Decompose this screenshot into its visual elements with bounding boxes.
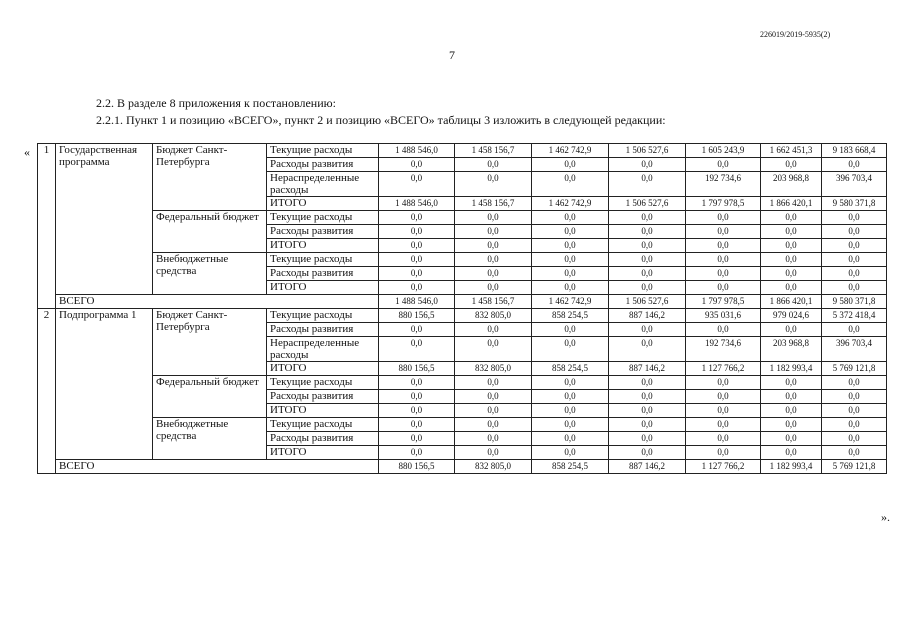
expense-type-cell: ИТОГО xyxy=(267,281,379,295)
value-cell: 0,0 xyxy=(822,253,887,267)
value-cell: 0,0 xyxy=(455,376,532,390)
value-cell: 0,0 xyxy=(686,281,761,295)
value-cell: 0,0 xyxy=(609,446,686,460)
value-cell: 0,0 xyxy=(379,239,455,253)
expense-type-cell: Расходы развития xyxy=(267,267,379,281)
value-cell: 0,0 xyxy=(686,446,761,460)
value-cell: 0,0 xyxy=(379,446,455,460)
expense-type-cell: Текущие расходы xyxy=(267,309,379,323)
value-cell: 0,0 xyxy=(761,158,822,172)
value-cell: 887 146,2 xyxy=(609,362,686,376)
value-cell: 0,0 xyxy=(455,172,532,197)
value-cell: 0,0 xyxy=(379,158,455,172)
total-value-cell: 1 182 993,4 xyxy=(761,460,822,474)
value-cell: 0,0 xyxy=(822,211,887,225)
total-row xyxy=(38,295,887,309)
expense-type-cell: Текущие расходы xyxy=(267,211,379,225)
value-cell: 887 146,2 xyxy=(609,309,686,323)
value-cell: 0,0 xyxy=(532,446,609,460)
total-value-cell: 1 458 156,7 xyxy=(455,295,532,309)
value-cell: 0,0 xyxy=(761,418,822,432)
value-cell: 0,0 xyxy=(822,404,887,418)
value-cell: 1 662 451,3 xyxy=(761,144,822,158)
total-value-cell: 1 462 742,9 xyxy=(532,295,609,309)
expense-type-cell: ИТОГО xyxy=(267,197,379,211)
expense-type-cell: Текущие расходы xyxy=(267,253,379,267)
value-cell: 0,0 xyxy=(686,225,761,239)
value-cell: 0,0 xyxy=(532,432,609,446)
value-cell: 0,0 xyxy=(379,432,455,446)
value-cell: 0,0 xyxy=(686,404,761,418)
total-row xyxy=(38,460,887,474)
expense-type-cell: ИТОГО xyxy=(267,362,379,376)
value-cell: 1 797 978,5 xyxy=(686,197,761,211)
value-cell: 1 458 156,7 xyxy=(455,197,532,211)
value-cell: 0,0 xyxy=(532,267,609,281)
value-cell: 0,0 xyxy=(609,323,686,337)
value-cell: 0,0 xyxy=(761,376,822,390)
value-cell: 0,0 xyxy=(761,253,822,267)
value-cell: 0,0 xyxy=(532,337,609,362)
value-cell: 0,0 xyxy=(686,211,761,225)
value-cell: 0,0 xyxy=(686,323,761,337)
value-cell: 0,0 xyxy=(379,404,455,418)
value-cell: 0,0 xyxy=(532,281,609,295)
value-cell: 203 968,8 xyxy=(761,172,822,197)
value-cell: 203 968,8 xyxy=(761,337,822,362)
value-cell: 0,0 xyxy=(686,267,761,281)
value-cell: 1 127 766,2 xyxy=(686,362,761,376)
budget-table-body xyxy=(38,144,887,474)
expense-type-cell: Текущие расходы xyxy=(267,376,379,390)
table-row xyxy=(38,253,887,267)
total-value-cell: 9 580 371,8 xyxy=(822,295,887,309)
value-cell: 0,0 xyxy=(379,225,455,239)
value-cell: 0,0 xyxy=(609,432,686,446)
total-value-cell: 858 254,5 xyxy=(532,460,609,474)
value-cell: 0,0 xyxy=(455,337,532,362)
funding-source-cell: Федеральный бюджет xyxy=(153,376,267,418)
value-cell: 0,0 xyxy=(822,432,887,446)
value-cell: 0,0 xyxy=(822,390,887,404)
value-cell: 0,0 xyxy=(532,253,609,267)
value-cell: 0,0 xyxy=(455,404,532,418)
total-value-cell: 1 506 527,6 xyxy=(609,295,686,309)
value-cell: 0,0 xyxy=(761,323,822,337)
value-cell: 0,0 xyxy=(532,239,609,253)
value-cell: 0,0 xyxy=(455,211,532,225)
opening-quote: « xyxy=(24,145,30,159)
budget-table xyxy=(37,143,887,474)
value-cell: 0,0 xyxy=(532,211,609,225)
value-cell: 0,0 xyxy=(822,446,887,460)
value-cell: 0,0 xyxy=(822,158,887,172)
value-cell: 0,0 xyxy=(455,323,532,337)
program-name-cell: Подпрограмма 1 xyxy=(56,309,153,460)
page-number: 7 xyxy=(449,48,455,62)
value-cell: 396 703,4 xyxy=(822,337,887,362)
value-cell: 0,0 xyxy=(532,323,609,337)
expense-type-cell: Расходы развития xyxy=(267,158,379,172)
value-cell: 0,0 xyxy=(686,432,761,446)
total-label-cell: ВСЕГО xyxy=(56,460,379,474)
value-cell: 0,0 xyxy=(455,418,532,432)
funding-source-cell: Внебюджетные средства xyxy=(153,253,267,295)
value-cell: 5 372 418,4 xyxy=(822,309,887,323)
value-cell: 0,0 xyxy=(379,337,455,362)
value-cell: 832 805,0 xyxy=(455,309,532,323)
value-cell: 0,0 xyxy=(609,225,686,239)
value-cell: 0,0 xyxy=(822,323,887,337)
value-cell: 0,0 xyxy=(822,267,887,281)
expense-type-cell: ИТОГО xyxy=(267,404,379,418)
table-row xyxy=(38,418,887,432)
expense-type-cell: Расходы развития xyxy=(267,432,379,446)
total-value-cell: 1 488 546,0 xyxy=(379,295,455,309)
total-label-cell: ВСЕГО xyxy=(56,295,379,309)
expense-type-cell: ИТОГО xyxy=(267,239,379,253)
value-cell: 0,0 xyxy=(761,239,822,253)
value-cell: 0,0 xyxy=(686,158,761,172)
funding-source-cell: Внебюджетные средства xyxy=(153,418,267,460)
total-value-cell: 1 127 766,2 xyxy=(686,460,761,474)
value-cell: 1 182 993,4 xyxy=(761,362,822,376)
value-cell: 0,0 xyxy=(686,253,761,267)
value-cell: 0,0 xyxy=(532,390,609,404)
value-cell: 0,0 xyxy=(609,172,686,197)
value-cell: 0,0 xyxy=(822,225,887,239)
table-row xyxy=(38,309,887,323)
program-name-cell: Государственная программа xyxy=(56,144,153,295)
value-cell: 0,0 xyxy=(822,376,887,390)
value-cell: 0,0 xyxy=(822,418,887,432)
value-cell: 979 024,6 xyxy=(761,309,822,323)
total-value-cell: 1 797 978,5 xyxy=(686,295,761,309)
value-cell: 5 769 121,8 xyxy=(822,362,887,376)
value-cell: 0,0 xyxy=(761,446,822,460)
value-cell: 0,0 xyxy=(761,432,822,446)
value-cell: 0,0 xyxy=(455,267,532,281)
value-cell: 0,0 xyxy=(379,418,455,432)
total-value-cell: 5 769 121,8 xyxy=(822,460,887,474)
value-cell: 0,0 xyxy=(609,390,686,404)
value-cell: 0,0 xyxy=(609,267,686,281)
expense-type-cell: Текущие расходы xyxy=(267,144,379,158)
value-cell: 0,0 xyxy=(379,267,455,281)
value-cell: 0,0 xyxy=(532,376,609,390)
total-value-cell: 1 866 420,1 xyxy=(761,295,822,309)
value-cell: 1 488 546,0 xyxy=(379,144,455,158)
value-cell: 9 580 371,8 xyxy=(822,197,887,211)
value-cell: 0,0 xyxy=(761,281,822,295)
value-cell: 935 031,6 xyxy=(686,309,761,323)
value-cell: 0,0 xyxy=(609,253,686,267)
row-number-cell: 2 xyxy=(38,309,56,474)
row-number-cell: 1 xyxy=(38,144,56,309)
value-cell: 0,0 xyxy=(532,172,609,197)
value-cell: 1 506 527,6 xyxy=(609,197,686,211)
value-cell: 0,0 xyxy=(686,390,761,404)
value-cell: 880 156,5 xyxy=(379,309,455,323)
value-cell: 0,0 xyxy=(761,267,822,281)
value-cell: 0,0 xyxy=(761,211,822,225)
value-cell: 0,0 xyxy=(822,281,887,295)
value-cell: 1 462 742,9 xyxy=(532,144,609,158)
value-cell: 0,0 xyxy=(455,390,532,404)
value-cell: 1 605 243,9 xyxy=(686,144,761,158)
value-cell: 0,0 xyxy=(609,211,686,225)
value-cell: 0,0 xyxy=(455,432,532,446)
value-cell: 0,0 xyxy=(761,225,822,239)
value-cell: 1 488 546,0 xyxy=(379,197,455,211)
table-row xyxy=(38,211,887,225)
value-cell: 832 805,0 xyxy=(455,362,532,376)
value-cell: 0,0 xyxy=(455,446,532,460)
value-cell: 0,0 xyxy=(609,404,686,418)
value-cell: 396 703,4 xyxy=(822,172,887,197)
document-number: 226019/2019-5935(2) xyxy=(760,30,831,39)
value-cell: 1 458 156,7 xyxy=(455,144,532,158)
value-cell: 0,0 xyxy=(686,418,761,432)
value-cell: 1 506 527,6 xyxy=(609,144,686,158)
expense-type-cell: Текущие расходы xyxy=(267,418,379,432)
value-cell: 192 734,6 xyxy=(686,337,761,362)
value-cell: 0,0 xyxy=(379,323,455,337)
table-row xyxy=(38,376,887,390)
funding-source-cell: Бюджет Санкт-Петербурга xyxy=(153,309,267,376)
value-cell: 0,0 xyxy=(686,239,761,253)
value-cell: 0,0 xyxy=(609,158,686,172)
expense-type-cell: ИТОГО xyxy=(267,446,379,460)
value-cell: 858 254,5 xyxy=(532,309,609,323)
value-cell: 0,0 xyxy=(379,172,455,197)
value-cell: 0,0 xyxy=(609,281,686,295)
closing-quote: ». xyxy=(881,510,890,524)
value-cell: 0,0 xyxy=(761,404,822,418)
value-cell: 0,0 xyxy=(822,239,887,253)
value-cell: 9 183 668,4 xyxy=(822,144,887,158)
value-cell: 0,0 xyxy=(455,281,532,295)
value-cell: 0,0 xyxy=(609,418,686,432)
value-cell: 0,0 xyxy=(455,239,532,253)
value-cell: 1 462 742,9 xyxy=(532,197,609,211)
value-cell: 1 866 420,1 xyxy=(761,197,822,211)
value-cell: 0,0 xyxy=(379,390,455,404)
expense-type-cell: Нераспределенные расходы xyxy=(267,172,379,197)
value-cell: 0,0 xyxy=(761,390,822,404)
value-cell: 0,0 xyxy=(609,337,686,362)
value-cell: 0,0 xyxy=(455,225,532,239)
value-cell: 0,0 xyxy=(686,376,761,390)
total-value-cell: 880 156,5 xyxy=(379,460,455,474)
table-row xyxy=(38,144,887,158)
value-cell: 0,0 xyxy=(379,281,455,295)
funding-source-cell: Федеральный бюджет xyxy=(153,211,267,253)
value-cell: 0,0 xyxy=(455,158,532,172)
expense-type-cell: Расходы развития xyxy=(267,225,379,239)
value-cell: 0,0 xyxy=(532,404,609,418)
total-value-cell: 832 805,0 xyxy=(455,460,532,474)
value-cell: 858 254,5 xyxy=(532,362,609,376)
expense-type-cell: Расходы развития xyxy=(267,390,379,404)
value-cell: 0,0 xyxy=(609,239,686,253)
expense-type-cell: Нераспределенные расходы xyxy=(267,337,379,362)
value-cell: 0,0 xyxy=(379,253,455,267)
value-cell: 0,0 xyxy=(379,211,455,225)
total-value-cell: 887 146,2 xyxy=(609,460,686,474)
value-cell: 0,0 xyxy=(609,376,686,390)
value-cell: 0,0 xyxy=(455,253,532,267)
expense-type-cell: Расходы развития xyxy=(267,323,379,337)
value-cell: 0,0 xyxy=(379,376,455,390)
value-cell: 0,0 xyxy=(532,418,609,432)
value-cell: 192 734,6 xyxy=(686,172,761,197)
value-cell: 0,0 xyxy=(532,158,609,172)
instruction-paragraph: 2.2.1. Пункт 1 и позицию «ВСЕГО», пункт 2 и позицию «ВСЕГО» таблицы 3 изложить в следующей редакции: xyxy=(96,113,666,127)
value-cell: 880 156,5 xyxy=(379,362,455,376)
funding-source-cell: Бюджет Санкт-Петербурга xyxy=(153,144,267,211)
section-heading: 2.2. В разделе 8 приложения к постановлению: xyxy=(96,96,336,110)
value-cell: 0,0 xyxy=(532,225,609,239)
